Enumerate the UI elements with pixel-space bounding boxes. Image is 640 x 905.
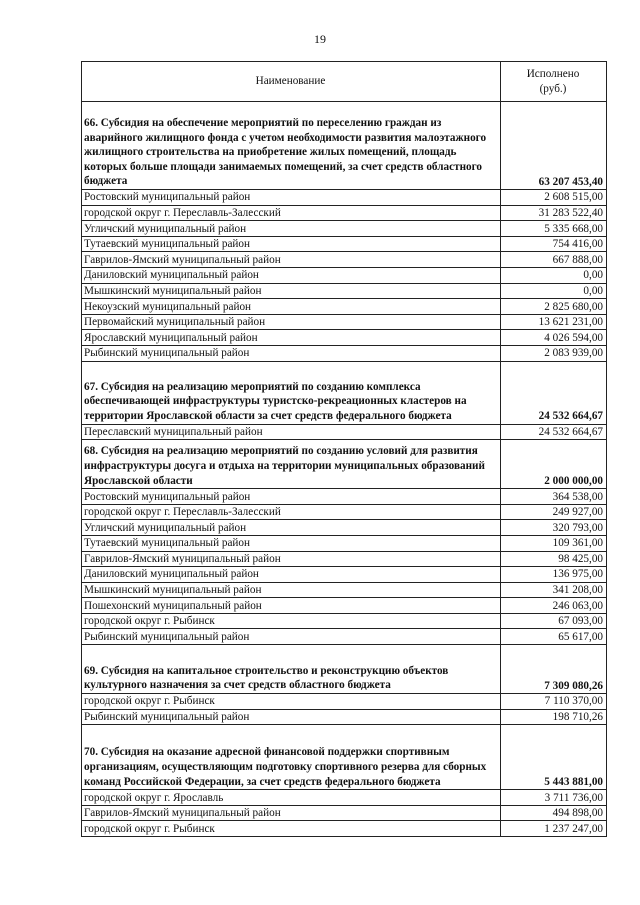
row-name: Тутаевский муниципальный район bbox=[82, 236, 501, 252]
row-name: Даниловский муниципальный район bbox=[82, 267, 501, 283]
section-header-row bbox=[82, 102, 607, 190]
section-header-row bbox=[82, 645, 607, 694]
table-row bbox=[82, 424, 607, 440]
table-body bbox=[82, 102, 607, 837]
row-value: 2 608 515,00 bbox=[501, 190, 607, 206]
row-value: 109 361,00 bbox=[501, 535, 607, 551]
column-header-executed-line1: Исполнено bbox=[526, 67, 580, 80]
table-row bbox=[82, 613, 607, 629]
table-row bbox=[82, 221, 607, 237]
column-header-executed-line2: (руб.) bbox=[539, 82, 567, 95]
row-value: 3 711 736,00 bbox=[501, 790, 607, 806]
row-value: 0,00 bbox=[501, 267, 607, 283]
row-value: 754 416,00 bbox=[501, 236, 607, 252]
row-name: Даниловский муниципальный район bbox=[82, 567, 501, 583]
section-title: 70. Субсидия на оказание адресной финансовой поддержки спортивным организациям, осуществляющим подготовку спортивного резерва для сборных команд Российской Федерации, за счет средств федерального бюджета bbox=[82, 725, 501, 790]
table-row bbox=[82, 567, 607, 583]
row-name: Ростовский муниципальный район bbox=[82, 190, 501, 206]
table-row bbox=[82, 821, 607, 837]
row-name: Угличский муниципальный район bbox=[82, 520, 501, 536]
table-row bbox=[82, 504, 607, 520]
row-value: 320 793,00 bbox=[501, 520, 607, 536]
row-name: Рыбинский муниципальный район bbox=[82, 709, 501, 725]
row-value: 667 888,00 bbox=[501, 252, 607, 268]
row-name: Угличский муниципальный район bbox=[82, 221, 501, 237]
column-header-name: Наименование bbox=[82, 62, 501, 102]
row-value: 4 026 594,00 bbox=[501, 330, 607, 346]
table-row bbox=[82, 582, 607, 598]
subsidy-table bbox=[81, 61, 607, 837]
row-value: 246 063,00 bbox=[501, 598, 607, 614]
row-value: 0,00 bbox=[501, 283, 607, 299]
section-total: 5 443 881,00 bbox=[501, 725, 607, 790]
table-row bbox=[82, 236, 607, 252]
row-name: Гаврилов-Ямский муниципальный район bbox=[82, 551, 501, 567]
table-row bbox=[82, 551, 607, 567]
row-name: Первомайский муниципальный район bbox=[82, 314, 501, 330]
row-name: городской округ г. Рыбинск bbox=[82, 613, 501, 629]
table-row bbox=[82, 314, 607, 330]
section-total: 7 309 080,26 bbox=[501, 645, 607, 694]
row-name: Пошехонский муниципальный район bbox=[82, 598, 501, 614]
table-row bbox=[82, 805, 607, 821]
row-value: 2 083 939,00 bbox=[501, 345, 607, 361]
table-row bbox=[82, 520, 607, 536]
row-name: Ярославский муниципальный район bbox=[82, 330, 501, 346]
row-name: городской округ г. Рыбинск bbox=[82, 694, 501, 710]
row-value: 1 237 247,00 bbox=[501, 821, 607, 837]
section-title: 66. Субсидия на обеспечение мероприятий по переселению граждан из аварийного жилищного фонда с учетом необходимости развития малоэтажного жилищного строительства на приобретение жилых помещений, площадь которых больше площади занимаемых помещений, за счет средств областного бюджета bbox=[82, 102, 501, 190]
section-total: 24 532 664,67 bbox=[501, 361, 607, 424]
table-row bbox=[82, 629, 607, 645]
table-row bbox=[82, 299, 607, 315]
row-value: 5 335 668,00 bbox=[501, 221, 607, 237]
table-row bbox=[82, 535, 607, 551]
row-value: 13 621 231,00 bbox=[501, 314, 607, 330]
row-name: городской округ г. Ярославль bbox=[82, 790, 501, 806]
section-title: 69. Субсидия на капитальное строительство и реконструкцию объектов культурного назначения за счет средств областного бюджета bbox=[82, 645, 501, 694]
row-value: 494 898,00 bbox=[501, 805, 607, 821]
section-header-row bbox=[82, 361, 607, 424]
row-value: 24 532 664,67 bbox=[501, 424, 607, 440]
section-header-row bbox=[82, 725, 607, 790]
section-header-row bbox=[82, 440, 607, 489]
table-row bbox=[82, 790, 607, 806]
row-name: Рыбинский муниципальный район bbox=[82, 629, 501, 645]
table-row bbox=[82, 345, 607, 361]
row-value: 364 538,00 bbox=[501, 489, 607, 505]
row-name: Тутаевский муниципальный район bbox=[82, 535, 501, 551]
row-value: 2 825 680,00 bbox=[501, 299, 607, 315]
row-name: Гаврилов-Ямский муниципальный район bbox=[82, 805, 501, 821]
table-row bbox=[82, 283, 607, 299]
table-row bbox=[82, 190, 607, 206]
table-row bbox=[82, 709, 607, 725]
row-name: Мышкинский муниципальный район bbox=[82, 283, 501, 299]
column-header-executed bbox=[501, 62, 607, 102]
row-value: 198 710,26 bbox=[501, 709, 607, 725]
section-title: 67. Субсидия на реализацию мероприятий по созданию комплекса обеспечивающей инфраструктуры туристско-рекреационных кластеров на территории Ярославской области за счет средств федерального бюджета bbox=[82, 361, 501, 424]
row-name: городской округ г. Переславль-Залесский bbox=[82, 504, 501, 520]
row-value: 7 110 370,00 bbox=[501, 694, 607, 710]
row-name: Некоузский муниципальный район bbox=[82, 299, 501, 315]
row-value: 67 093,00 bbox=[501, 613, 607, 629]
row-name: городской округ г. Переславль-Залесский bbox=[82, 205, 501, 221]
row-name: Гаврилов-Ямский муниципальный район bbox=[82, 252, 501, 268]
row-value: 341 208,00 bbox=[501, 582, 607, 598]
table-row bbox=[82, 694, 607, 710]
row-name: Мышкинский муниципальный район bbox=[82, 582, 501, 598]
row-name: Переславский муниципальный район bbox=[82, 424, 501, 440]
row-value: 249 927,00 bbox=[501, 504, 607, 520]
table-row bbox=[82, 330, 607, 346]
section-total: 63 207 453,40 bbox=[501, 102, 607, 190]
table-header-row bbox=[82, 62, 607, 102]
row-value: 136 975,00 bbox=[501, 567, 607, 583]
table-row bbox=[82, 205, 607, 221]
section-total: 2 000 000,00 bbox=[501, 440, 607, 489]
section-title: 68. Субсидия на реализацию мероприятий по созданию условий для развития инфраструктуры досуга и отдыха на территории муниципальных образований Ярославской области bbox=[82, 440, 501, 489]
row-name: Ростовский муниципальный район bbox=[82, 489, 501, 505]
table-row bbox=[82, 489, 607, 505]
page-number: 19 bbox=[314, 32, 326, 46]
table-row bbox=[82, 267, 607, 283]
row-name: Рыбинский муниципальный район bbox=[82, 345, 501, 361]
row-value: 98 425,00 bbox=[501, 551, 607, 567]
table-row bbox=[82, 252, 607, 268]
row-value: 31 283 522,40 bbox=[501, 205, 607, 221]
table-row bbox=[82, 598, 607, 614]
row-name: городской округ г. Рыбинск bbox=[82, 821, 501, 837]
row-value: 65 617,00 bbox=[501, 629, 607, 645]
